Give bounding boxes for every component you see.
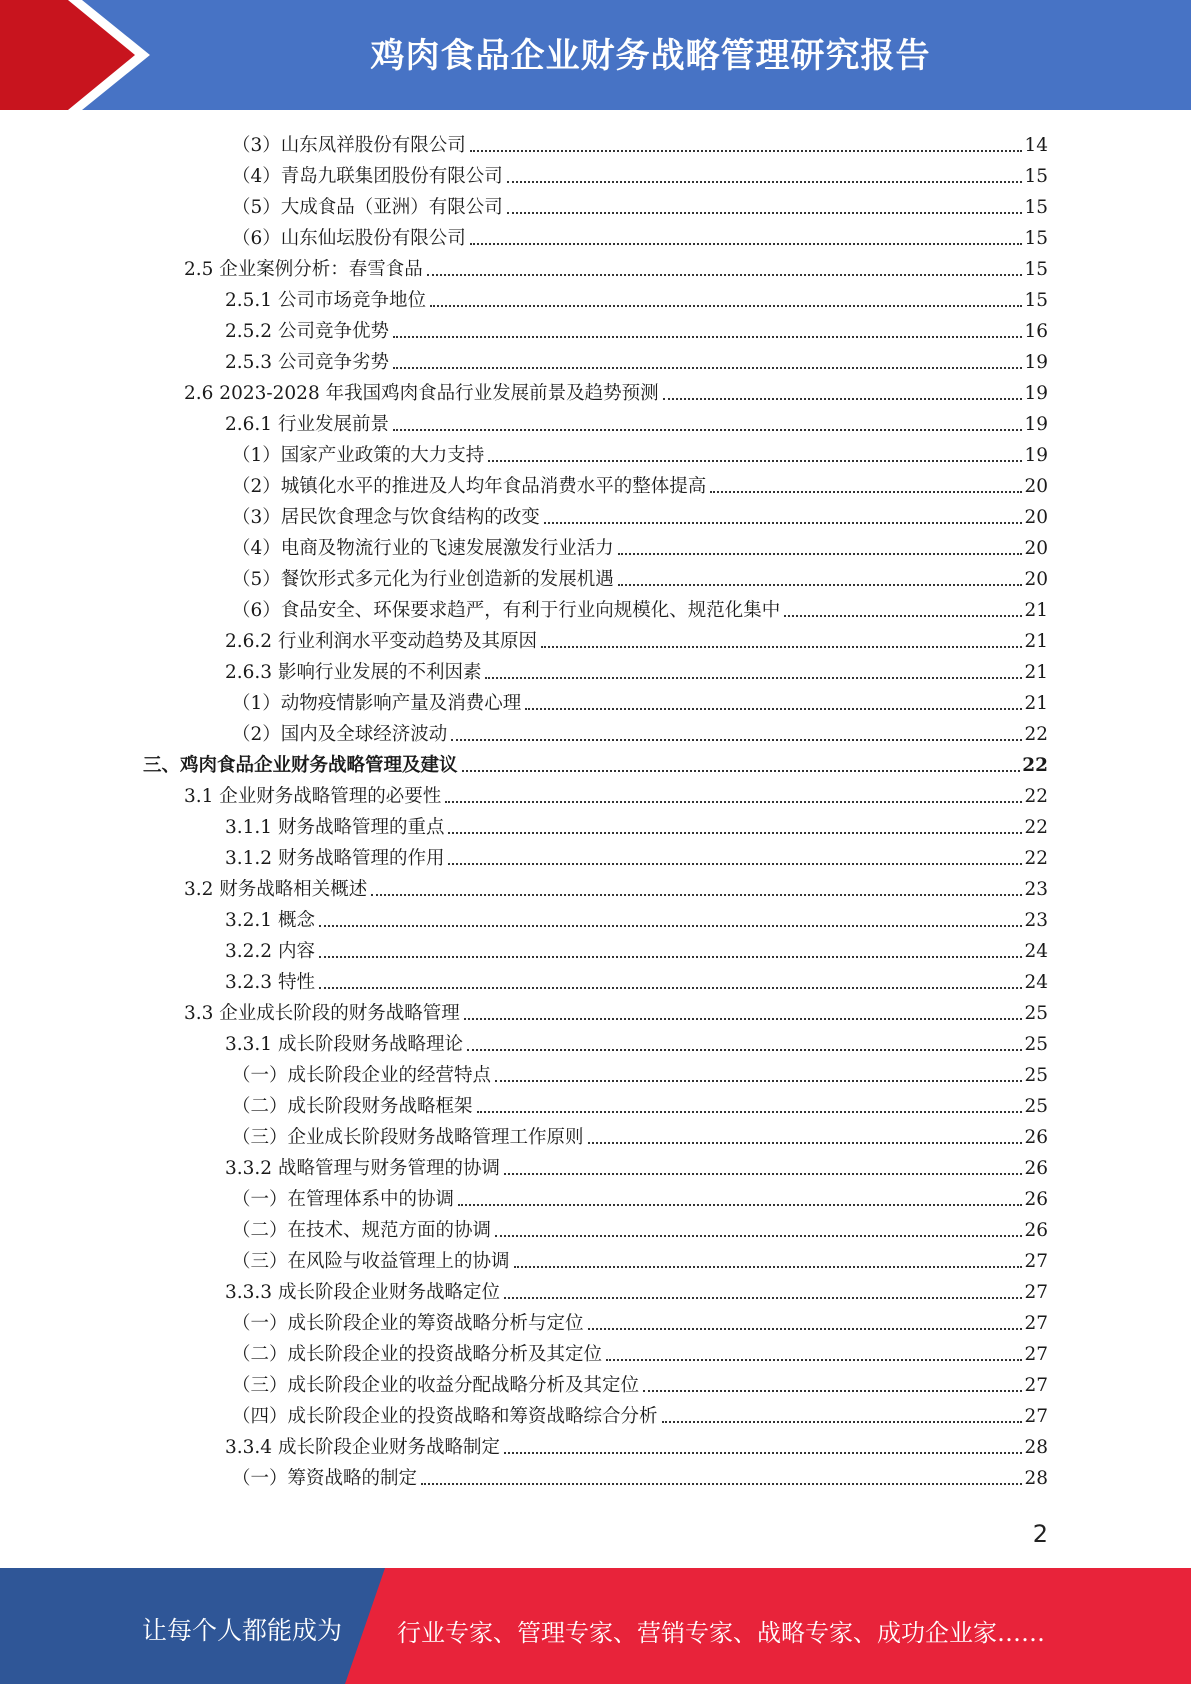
toc-entry-page: 20	[1024, 476, 1048, 497]
toc-entry-label: 2.5 企业案例分析：春雪食品	[184, 259, 423, 280]
toc-entry-label: （4）青岛九联集团股份有限公司	[232, 166, 503, 187]
toc-entry-label: （四）成长阶段企业的投资战略和筹资战略综合分析	[232, 1406, 658, 1427]
toc-entry[interactable]	[232, 1119, 1048, 1150]
toc-dot-leader	[525, 708, 1022, 710]
toc-entry[interactable]	[225, 654, 1048, 685]
toc-entry-label: 2.6.3 影响行业发展的不利因素	[225, 662, 482, 683]
toc-entry-page: 24	[1024, 972, 1048, 993]
toc-entry-label: 2.5.1 公司市场竞争地位	[225, 290, 426, 311]
toc-dot-leader	[514, 1266, 1023, 1268]
toc-entry-page: 14	[1024, 135, 1048, 156]
toc-entry[interactable]	[232, 716, 1048, 747]
toc-entry-page: 26	[1024, 1127, 1048, 1148]
toc-entry-label: （三）在风险与收益管理上的协调	[232, 1251, 510, 1272]
toc-entry-page: 22	[1024, 817, 1048, 838]
toc-dot-leader	[393, 367, 1022, 369]
toc-dot-leader	[430, 305, 1022, 307]
toc-entry-label: （5）大成食品（亚洲）有限公司	[232, 197, 503, 218]
toc-entry-page: 25	[1024, 1065, 1048, 1086]
toc-entry[interactable]	[232, 189, 1048, 220]
toc-entry-label: （二）在技术、规范方面的协调	[232, 1220, 492, 1241]
toc-entry-page: 26	[1024, 1189, 1048, 1210]
toc-entry-page: 23	[1024, 879, 1048, 900]
toc-dot-leader	[541, 646, 1022, 648]
toc-entry-page: 23	[1024, 910, 1048, 931]
toc-entry[interactable]	[232, 468, 1048, 499]
toc-entry-label: 3.2 财务战略相关概述	[184, 879, 368, 900]
toc-entry-label: （4）电商及物流行业的飞速发展激发行业活力	[232, 538, 614, 559]
toc-dot-leader	[467, 1049, 1022, 1051]
toc-entry-label: （三）企业成长阶段财务战略管理工作原则	[232, 1127, 584, 1148]
toc-entry[interactable]	[232, 1088, 1048, 1119]
toc-entry-label: （1）动物疫情影响产量及消费心理	[232, 693, 522, 714]
toc-dot-leader	[464, 1018, 1023, 1020]
toc-entry-page: 25	[1024, 1034, 1048, 1055]
toc-entry-page: 22	[1022, 755, 1048, 776]
toc-dot-leader	[784, 615, 1022, 617]
toc-entry[interactable]	[232, 1305, 1048, 1336]
toc-dot-leader	[445, 801, 1022, 803]
toc-entry[interactable]	[232, 1057, 1048, 1088]
toc-entry[interactable]	[184, 995, 1048, 1026]
toc-dot-leader	[663, 398, 1023, 400]
toc-entry-label: 3.2.3 特性	[225, 972, 315, 993]
toc-entry-label: 3.2.2 内容	[225, 941, 315, 962]
toc-dot-leader	[588, 1328, 1023, 1330]
header-red-arrow	[0, 0, 150, 110]
toc-entry-label: 3.3 企业成长阶段的财务战略管理	[184, 1003, 460, 1024]
toc-entry-page: 28	[1024, 1468, 1048, 1489]
toc-entry-page: 19	[1024, 445, 1048, 466]
toc-entry[interactable]	[232, 499, 1048, 530]
toc-entry[interactable]	[232, 1367, 1048, 1398]
toc-entry-page: 27	[1024, 1313, 1048, 1334]
toc-entry[interactable]	[232, 530, 1048, 561]
toc-entry-page: 28	[1024, 1437, 1048, 1458]
toc-dot-leader	[421, 1483, 1022, 1485]
toc-entry-page: 26	[1024, 1220, 1048, 1241]
report-title: 鸡肉食品企业财务战略管理研究报告	[370, 36, 931, 76]
toc-dot-leader	[485, 677, 1022, 679]
toc-entry-label: （3）居民饮食理念与饮食结构的改变	[232, 507, 540, 528]
toc-entry-label: （2）城镇化水平的推进及人均年食品消费水平的整体提高	[232, 476, 707, 497]
toc-entry[interactable]	[225, 840, 1048, 871]
toc-entry-label: （一）在管理体系中的协调	[232, 1189, 455, 1210]
toc-entry[interactable]	[232, 1212, 1048, 1243]
toc-entry[interactable]	[232, 592, 1048, 623]
toc-entry-page: 16	[1024, 321, 1048, 342]
toc-entry-page: 21	[1024, 631, 1048, 652]
toc-entry[interactable]	[184, 871, 1048, 902]
toc-entry[interactable]	[184, 778, 1048, 809]
toc-entry-label: （二）成长阶段企业的投资战略分析及其定位	[232, 1344, 603, 1365]
toc-entry[interactable]	[225, 1026, 1048, 1057]
toc-entry-label: 2.6 2023-2028 年我国鸡肉食品行业发展前景及趋势预测	[184, 383, 659, 404]
toc-dot-leader	[618, 584, 1023, 586]
toc-entry[interactable]	[232, 1398, 1048, 1429]
toc-entry-label: （5）餐饮形式多元化为行业创造新的发展机遇	[232, 569, 614, 590]
toc-dot-leader	[470, 150, 1023, 152]
toc-entry[interactable]	[232, 1181, 1048, 1212]
toc-entry-label: （2）国内及全球经济波动	[232, 724, 448, 745]
toc-dot-leader	[319, 956, 1023, 958]
toc-entry-page: 22	[1024, 848, 1048, 869]
toc-entry[interactable]	[225, 1150, 1048, 1181]
toc-entry-label: 2.5.3 公司竞争劣势	[225, 352, 389, 373]
toc-dot-leader	[507, 181, 1023, 183]
toc-dot-leader	[458, 1204, 1022, 1206]
toc-dot-leader	[427, 274, 1023, 276]
toc-entry[interactable]	[225, 902, 1048, 933]
toc-entry-label: 2.6.1 行业发展前景	[225, 414, 389, 435]
toc-entry[interactable]	[225, 1429, 1048, 1460]
toc-dot-leader	[393, 336, 1022, 338]
toc-dot-leader	[451, 739, 1022, 741]
toc-entry-label: 3.1.1 财务战略管理的重点	[225, 817, 445, 838]
toc-entry[interactable]	[232, 1243, 1048, 1274]
toc-entry[interactable]	[232, 685, 1048, 716]
toc-entry-label: （三）成长阶段企业的收益分配战略分析及其定位	[232, 1375, 640, 1396]
toc-entry-label: （6）山东仙坛股份有限公司	[232, 228, 466, 249]
page-number: 2	[1032, 1520, 1048, 1548]
toc-entry[interactable]	[232, 127, 1048, 158]
toc-dot-leader	[495, 1080, 1022, 1082]
toc-entry-page: 15	[1024, 290, 1048, 311]
footer-slogan-right: 行业专家、管理专家、营销专家、战略专家、成功企业家……	[397, 1619, 1045, 1647]
toc-entry-label: （一）成长阶段企业的筹资战略分析与定位	[232, 1313, 584, 1334]
toc-dot-leader	[504, 1452, 1022, 1454]
toc-entry-label: （3）山东凤祥股份有限公司	[232, 135, 466, 156]
toc-dot-leader	[462, 770, 1021, 772]
toc-entry[interactable]	[232, 561, 1048, 592]
toc-entry[interactable]	[184, 251, 1048, 282]
toc-entry-page: 21	[1024, 600, 1048, 621]
toc-entry[interactable]	[184, 375, 1048, 406]
toc-entry-label: （6）食品安全、环保要求趋严，有利于行业向规模化、规范化集中	[232, 600, 781, 621]
toc-dot-leader	[606, 1359, 1022, 1361]
toc-entry-label: 3.1.2 财务战略管理的作用	[225, 848, 445, 869]
toc-entry-page: 19	[1024, 352, 1048, 373]
toc-dot-leader	[448, 832, 1022, 834]
toc-dot-leader	[504, 1297, 1022, 1299]
toc-entry[interactable]	[225, 313, 1048, 344]
toc-entry[interactable]	[225, 964, 1048, 995]
toc-entry[interactable]	[232, 1460, 1048, 1491]
toc-entry[interactable]	[232, 1336, 1048, 1367]
toc-entry-label: 2.5.2 公司竞争优势	[225, 321, 389, 342]
toc-entry[interactable]	[225, 282, 1048, 313]
footer-slogan-left: 让每个人都能成为	[142, 1616, 343, 1645]
toc-entry-page: 27	[1024, 1406, 1048, 1427]
toc-dot-leader	[504, 1173, 1022, 1175]
toc-entry-label: 3.2.1 概念	[225, 910, 315, 931]
toc-entry-page: 27	[1024, 1282, 1048, 1303]
toc-entry-page: 21	[1024, 693, 1048, 714]
toc-dot-leader	[643, 1390, 1022, 1392]
toc-dot-leader	[470, 243, 1023, 245]
toc-entry-label: 2.6.2 行业利润水平变动趋势及其原因	[225, 631, 537, 652]
toc-dot-leader	[544, 522, 1023, 524]
toc-entry-label: （一）成长阶段企业的经营特点	[232, 1065, 492, 1086]
toc-entry-page: 25	[1024, 1003, 1048, 1024]
toc-entry-label: 3.3.3 成长阶段企业财务战略定位	[225, 1282, 500, 1303]
toc-entry-page: 19	[1024, 383, 1048, 404]
toc-dot-leader	[495, 1235, 1022, 1237]
toc-entry-page: 20	[1024, 538, 1048, 559]
toc-dot-leader	[393, 429, 1022, 431]
toc-entry-label: （二）成长阶段财务战略框架	[232, 1096, 473, 1117]
toc-dot-leader	[488, 460, 1022, 462]
toc-entry-page: 24	[1024, 941, 1048, 962]
toc-entry-page: 20	[1024, 569, 1048, 590]
toc-entry-page: 26	[1024, 1158, 1048, 1179]
toc-dot-leader	[319, 925, 1023, 927]
toc-entry[interactable]	[225, 809, 1048, 840]
toc-entry-page: 20	[1024, 507, 1048, 528]
page-header	[0, 0, 1191, 110]
toc-dot-leader	[448, 863, 1022, 865]
toc-entry-label: 三、鸡肉食品企业财务战略管理及建议	[143, 755, 458, 776]
toc-dot-leader	[662, 1421, 1023, 1423]
toc-entry-page: 15	[1024, 197, 1048, 218]
toc-entry[interactable]	[225, 1274, 1048, 1305]
toc-entry[interactable]	[232, 158, 1048, 189]
toc-entry-page: 22	[1024, 786, 1048, 807]
toc-dot-leader	[710, 491, 1022, 493]
toc-entry-page: 21	[1024, 662, 1048, 683]
toc-entry-page: 15	[1024, 259, 1048, 280]
toc-entry-page: 27	[1024, 1344, 1048, 1365]
toc-dot-leader	[319, 987, 1023, 989]
toc-entry-label: 3.3.2 战略管理与财务管理的协调	[225, 1158, 500, 1179]
toc-entry[interactable]	[225, 623, 1048, 654]
toc-entry-page: 15	[1024, 166, 1048, 187]
toc-entry[interactable]	[225, 344, 1048, 375]
toc-entry-page: 22	[1024, 724, 1048, 745]
toc-dot-leader	[507, 212, 1023, 214]
toc-entry[interactable]	[225, 933, 1048, 964]
toc-dot-leader	[588, 1142, 1023, 1144]
toc-entry[interactable]	[225, 406, 1048, 437]
page-footer	[0, 1568, 1191, 1684]
toc-entry-page: 25	[1024, 1096, 1048, 1117]
toc-entry[interactable]	[232, 437, 1048, 468]
toc-entry-label: （1）国家产业政策的大力支持	[232, 445, 485, 466]
toc-entry-page: 27	[1024, 1375, 1048, 1396]
toc-entry-label: 3.3.1 成长阶段财务战略理论	[225, 1034, 463, 1055]
toc-dot-leader	[477, 1111, 1023, 1113]
toc-entry-page: 15	[1024, 228, 1048, 249]
toc-entry-page: 27	[1024, 1251, 1048, 1272]
toc-entry-label: 3.3.4 成长阶段企业财务战略制定	[225, 1437, 500, 1458]
toc-dot-leader	[371, 894, 1022, 896]
toc-entry[interactable]	[232, 220, 1048, 251]
toc-entry-page: 19	[1024, 414, 1048, 435]
toc-entry-label: （一）筹资战略的制定	[232, 1468, 418, 1489]
toc-entry-label: 3.1 企业财务战略管理的必要性	[184, 786, 442, 807]
toc-dot-leader	[618, 553, 1023, 555]
toc-entry[interactable]	[143, 747, 1048, 778]
